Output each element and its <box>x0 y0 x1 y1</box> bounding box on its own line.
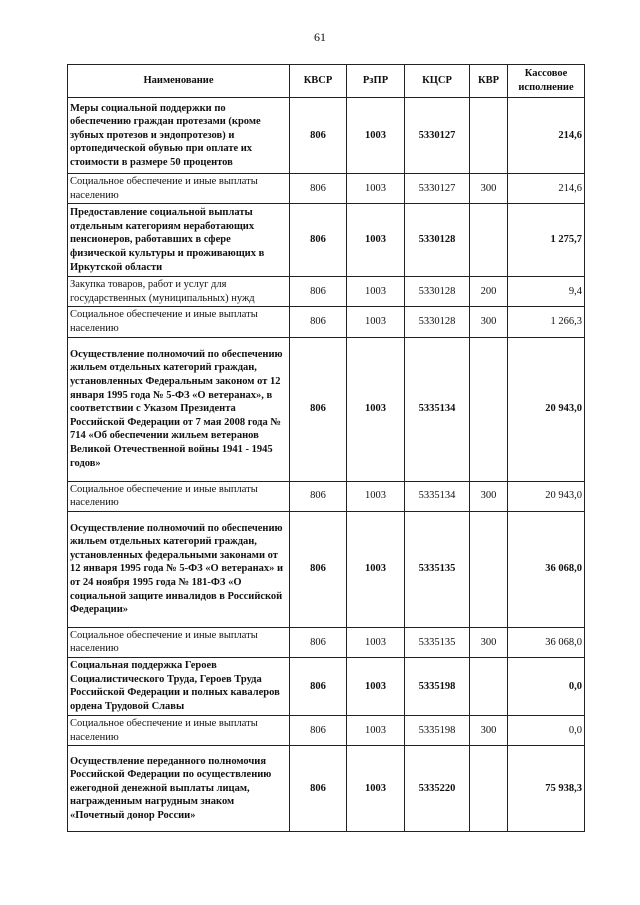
row-kvsr-cell: 806 <box>290 98 347 174</box>
table-row <box>68 337 585 481</box>
row-amount-cell: 0,0 <box>508 657 585 715</box>
row-rzpr-cell: 1003 <box>347 481 405 511</box>
row-amount-cell: 1 275,7 <box>508 204 585 277</box>
table-row <box>68 627 585 657</box>
row-amount-cell: 36 068,0 <box>508 627 585 657</box>
row-name-cell: Осуществление полномочий по обеспечению жильем отдельных категорий граждан, установленных Федеральным законом от 12 января 1995 года № 5-ФЗ «О ветеранах», в соответствии с Указом Президента Российской Федерации от 7 мая 2008 года № 714 «Об обеспечении жильем ветеранов Великой Отечественной войны 1941 - 1945 годов» <box>68 337 290 481</box>
row-amount-cell: 0,0 <box>508 715 585 745</box>
row-kvr-cell <box>470 657 508 715</box>
row-kcsr-cell: 5335134 <box>405 481 470 511</box>
table-row <box>68 715 585 745</box>
row-rzpr-cell: 1003 <box>347 746 405 832</box>
row-name-cell: Социальное обеспечение и иные выплаты населению <box>68 174 290 204</box>
row-name-cell: Меры социальной поддержки по обеспечению граждан протезами (кроме зубных протезов и эндопротезов) и ортопедической обувью при оплате их стоимости в размере 50 процентов <box>68 98 290 174</box>
row-amount-cell: 20 943,0 <box>508 337 585 481</box>
row-kvr-cell: 300 <box>470 715 508 745</box>
table-header-row <box>68 65 585 98</box>
row-kcsr-cell: 5335135 <box>405 511 470 627</box>
row-kcsr-cell: 5335198 <box>405 657 470 715</box>
row-name-cell: Социальное обеспечение и иные выплаты населению <box>68 481 290 511</box>
row-kvr-cell: 200 <box>470 277 508 307</box>
header-rzpr: РзПР <box>347 65 405 98</box>
row-kvr-cell <box>470 337 508 481</box>
row-kvsr-cell: 806 <box>290 337 347 481</box>
row-kcsr-cell: 5335135 <box>405 627 470 657</box>
row-kvsr-cell: 806 <box>290 307 347 337</box>
row-amount-cell: 20 943,0 <box>508 481 585 511</box>
table-row <box>68 746 585 832</box>
row-amount-cell: 214,6 <box>508 174 585 204</box>
row-kvr-cell <box>470 98 508 174</box>
table-row <box>68 204 585 277</box>
table-row <box>68 657 585 715</box>
row-kvr-cell <box>470 511 508 627</box>
row-kvsr-cell: 806 <box>290 715 347 745</box>
row-rzpr-cell: 1003 <box>347 98 405 174</box>
row-amount-cell: 1 266,3 <box>508 307 585 337</box>
row-kvsr-cell: 806 <box>290 511 347 627</box>
row-kcsr-cell: 5330128 <box>405 277 470 307</box>
row-kcsr-cell: 5330128 <box>405 307 470 337</box>
row-rzpr-cell: 1003 <box>347 657 405 715</box>
page-number: 61 <box>314 30 326 44</box>
header-name: Наименование <box>68 65 290 98</box>
row-kvsr-cell: 806 <box>290 204 347 277</box>
table-row <box>68 481 585 511</box>
row-rzpr-cell: 1003 <box>347 277 405 307</box>
row-kvr-cell <box>470 204 508 277</box>
row-kcsr-cell: 5335198 <box>405 715 470 745</box>
row-name-cell: Социальная поддержка Героев Социалистического Труда, Героев Труда Российской Федерации и полных кавалеров ордена Трудовой Славы <box>68 657 290 715</box>
row-kvr-cell: 300 <box>470 174 508 204</box>
row-kvsr-cell: 806 <box>290 746 347 832</box>
row-kvsr-cell: 806 <box>290 657 347 715</box>
table-row <box>68 174 585 204</box>
row-kvr-cell: 300 <box>470 627 508 657</box>
row-amount-cell: 9,4 <box>508 277 585 307</box>
row-rzpr-cell: 1003 <box>347 511 405 627</box>
row-kcsr-cell: 5335220 <box>405 746 470 832</box>
row-kvsr-cell: 806 <box>290 277 347 307</box>
row-amount-cell: 75 938,3 <box>508 746 585 832</box>
table-row <box>68 277 585 307</box>
table-row <box>68 511 585 627</box>
row-rzpr-cell: 1003 <box>347 174 405 204</box>
row-kvsr-cell: 806 <box>290 481 347 511</box>
row-rzpr-cell: 1003 <box>347 715 405 745</box>
header-kvr: КВР <box>470 65 508 98</box>
table-row <box>68 98 585 174</box>
row-kcsr-cell: 5330127 <box>405 98 470 174</box>
header-execution: Кассовое исполнение <box>508 65 585 98</box>
row-amount-cell: 214,6 <box>508 98 585 174</box>
header-kvsr: КВСР <box>290 65 347 98</box>
row-name-cell: Осуществление переданного полномочия Российской Федерации по осуществлению ежегодной денежной выплаты лицам, награжденным нагрудным знаком «Почетный донор России» <box>68 746 290 832</box>
row-name-cell: Закупка товаров, работ и услуг для государственных (муниципальных) нужд <box>68 277 290 307</box>
budget-execution-table <box>67 64 585 832</box>
row-name-cell: Предоставление социальной выплаты отдельным категориям неработающих пенсионеров, работавших в сфере физической культуры и проживающих в Иркутской области <box>68 204 290 277</box>
row-rzpr-cell: 1003 <box>347 337 405 481</box>
row-name-cell: Осуществление полномочий по обеспечению жильем отдельных категорий граждан, установленных федеральными законами от 12 января 1995 года № 5-ФЗ «О ветеранах» и от 24 ноября 1995 года № 181-ФЗ «О социальной защите инвалидов в Российской Федерации» <box>68 511 290 627</box>
row-kvsr-cell: 806 <box>290 627 347 657</box>
row-rzpr-cell: 1003 <box>347 627 405 657</box>
row-kvsr-cell: 806 <box>290 174 347 204</box>
row-kvr-cell <box>470 746 508 832</box>
row-name-cell: Социальное обеспечение и иные выплаты населению <box>68 627 290 657</box>
row-amount-cell: 36 068,0 <box>508 511 585 627</box>
row-kvr-cell: 300 <box>470 481 508 511</box>
row-kcsr-cell: 5330127 <box>405 174 470 204</box>
table-row <box>68 307 585 337</box>
row-rzpr-cell: 1003 <box>347 204 405 277</box>
header-kcsr: КЦСР <box>405 65 470 98</box>
row-name-cell: Социальное обеспечение и иные выплаты населению <box>68 307 290 337</box>
row-kcsr-cell: 5335134 <box>405 337 470 481</box>
row-rzpr-cell: 1003 <box>347 307 405 337</box>
row-name-cell: Социальное обеспечение и иные выплаты населению <box>68 715 290 745</box>
row-kvr-cell: 300 <box>470 307 508 337</box>
row-kcsr-cell: 5330128 <box>405 204 470 277</box>
